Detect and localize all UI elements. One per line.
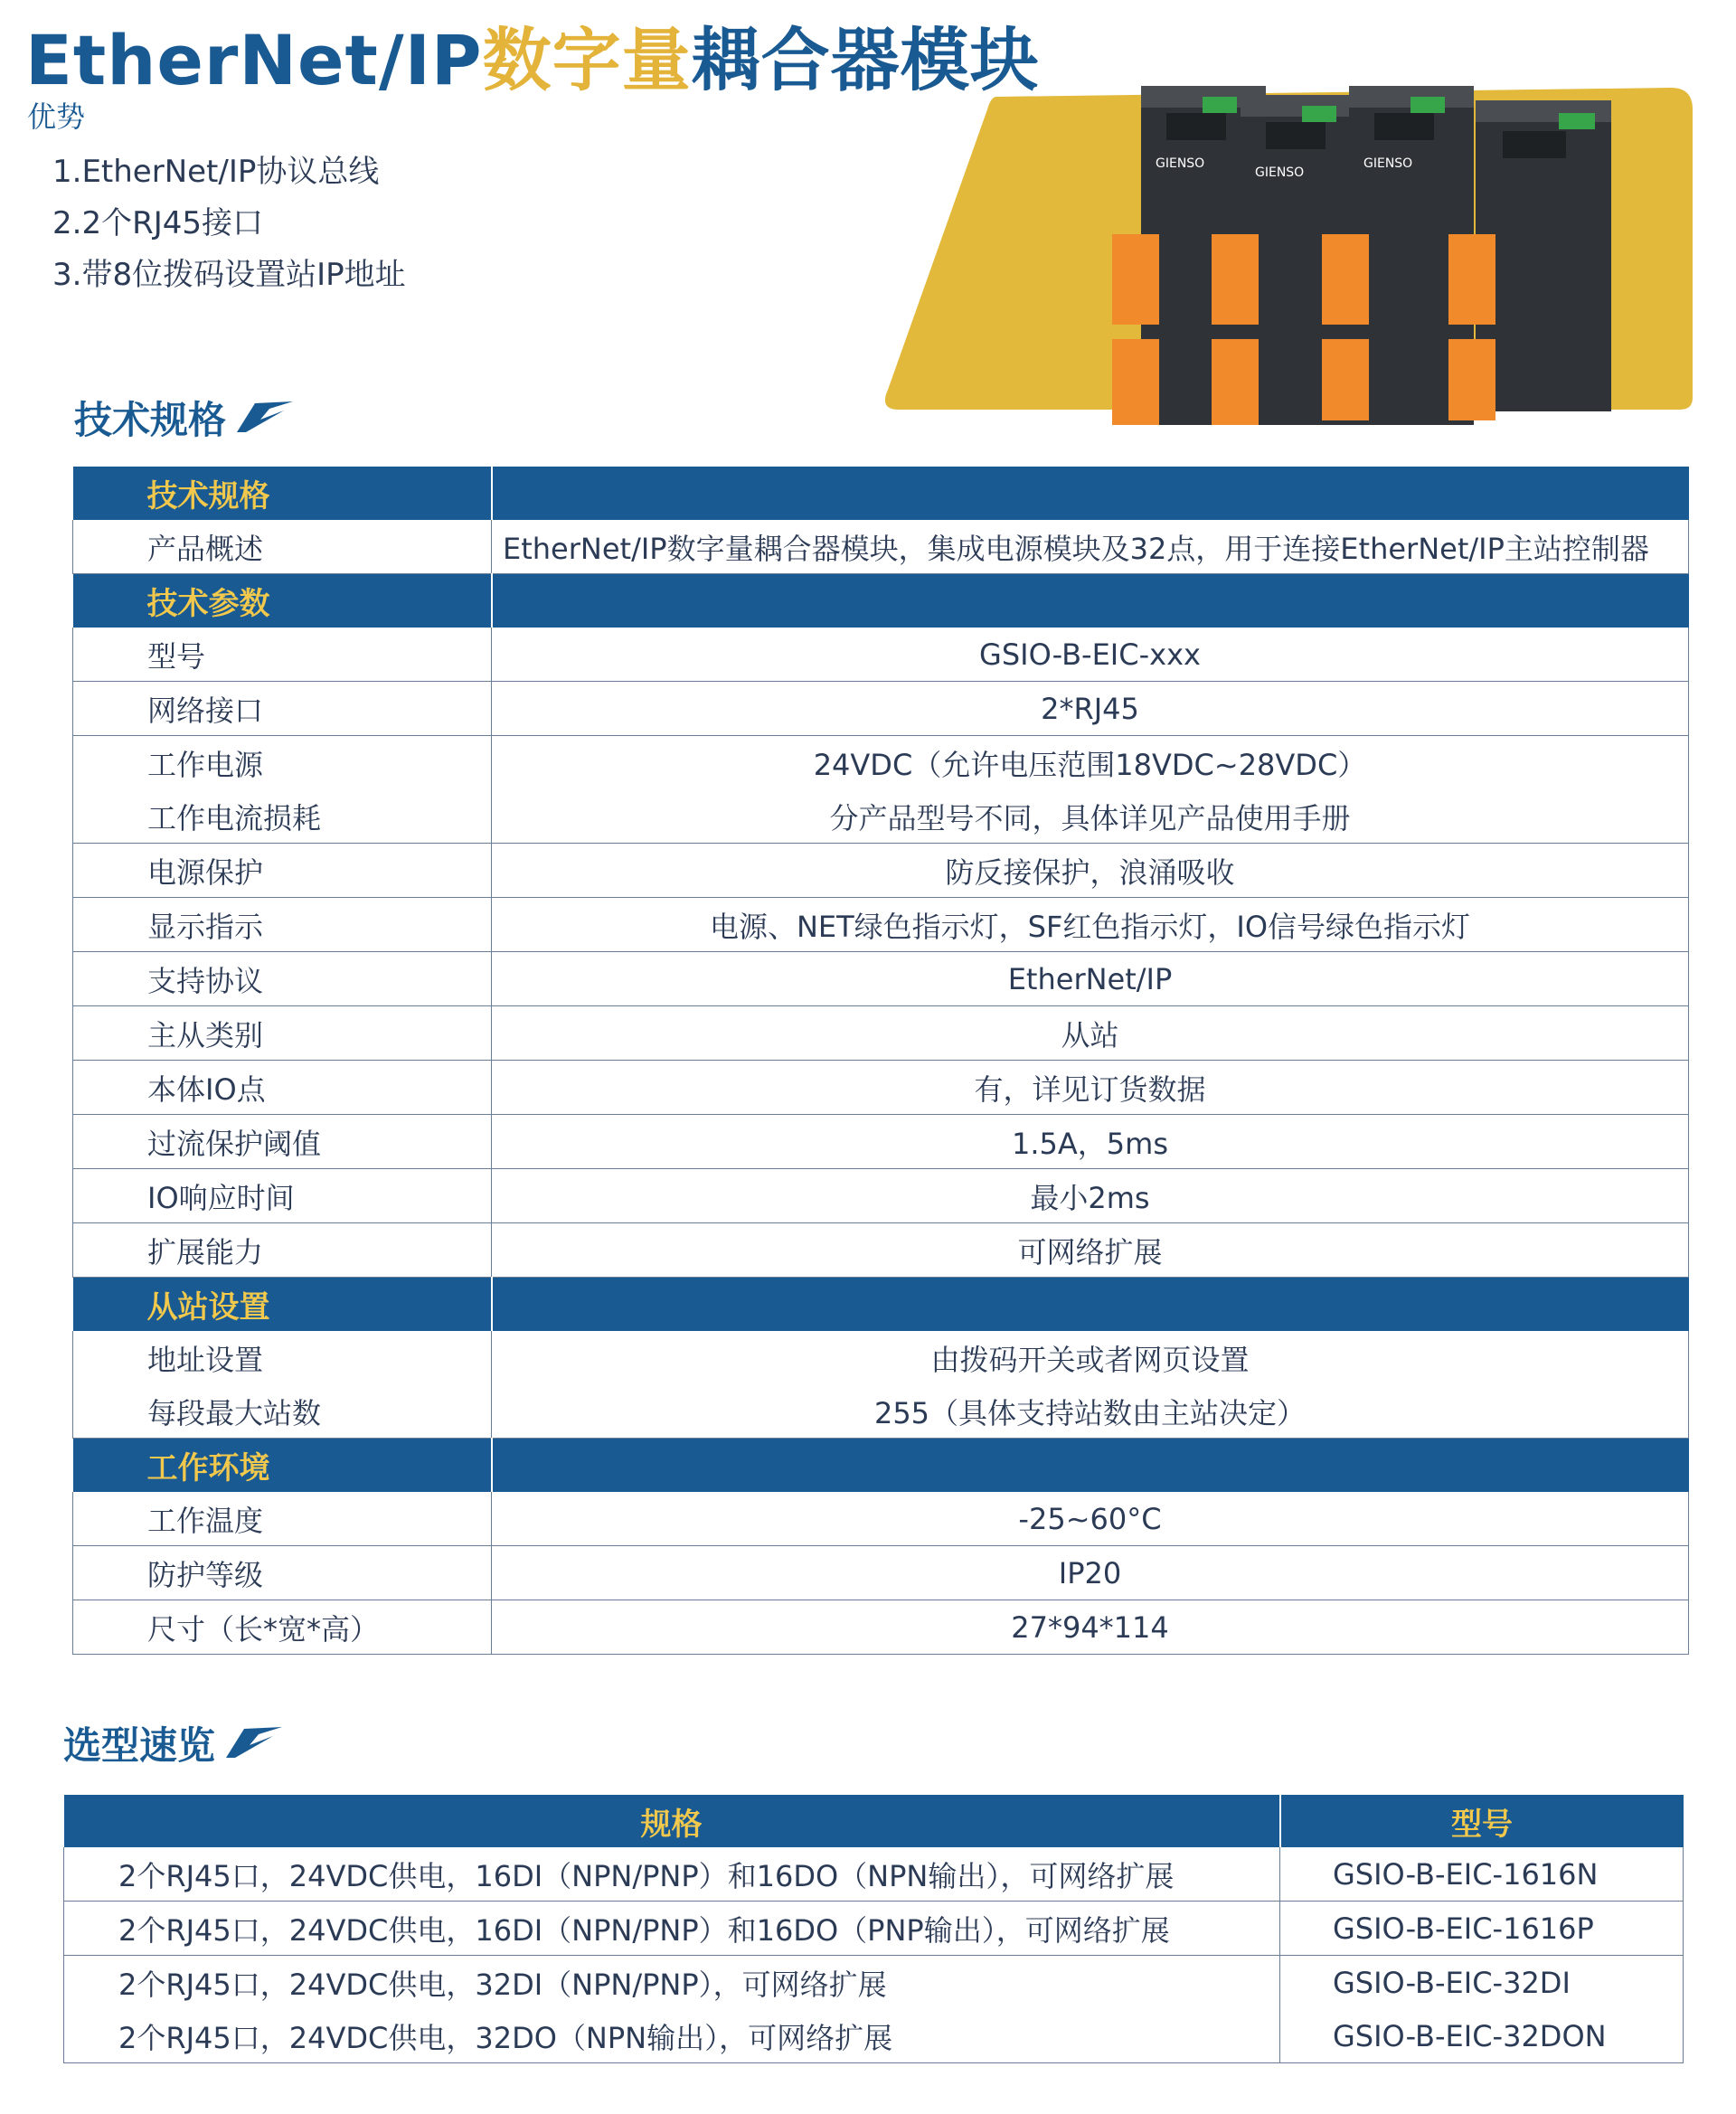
- arrow-icon: [233, 400, 297, 436]
- table-row: [73, 1331, 1689, 1384]
- table-row: [73, 1546, 1689, 1600]
- selection-model: GSIO-B-EIC-1616P: [1280, 1902, 1684, 1956]
- selection-heading: [63, 1716, 286, 1770]
- spec-table: [72, 467, 1689, 1655]
- table-header-row: [64, 1795, 1684, 1847]
- section-label: 技术参数: [73, 574, 492, 628]
- spec-label: 扩展能力: [73, 1223, 492, 1278]
- table-row: [73, 1061, 1689, 1115]
- advantages-list: [52, 146, 406, 301]
- selection-spec: 2个RJ45口，24VDC供电，16DI（NPN/PNP）和16DO（NPN输出），可网络扩展: [64, 1847, 1280, 1902]
- spec-label: 工作温度: [73, 1492, 492, 1546]
- spec-value: 最小2ms: [492, 1169, 1689, 1223]
- advantage-item: 3.带8位拨码设置站IP地址: [52, 257, 406, 293]
- column-header-spec: 规格: [64, 1795, 1280, 1847]
- spec-label: 工作电流损耗: [73, 789, 492, 844]
- table-row: [73, 1492, 1689, 1546]
- spec-value: 255（具体支持站数由主站决定）: [492, 1384, 1689, 1439]
- title-highlight: 数字量: [482, 20, 692, 100]
- spec-label: 支持协议: [73, 952, 492, 1006]
- spec-label: 电源保护: [73, 844, 492, 898]
- table-row: [73, 898, 1689, 952]
- title-product: 耦合器模块: [691, 20, 1040, 100]
- spec-label: 网络接口: [73, 682, 492, 736]
- table-row: [73, 1384, 1689, 1439]
- advantage-item: 1.EtherNet/IP协议总线: [52, 154, 380, 190]
- spec-value: EtherNet/IP: [492, 952, 1689, 1006]
- table-row: [73, 520, 1689, 574]
- spec-value: 可网络扩展: [492, 1223, 1689, 1278]
- spec-value: EtherNet/IP数字量耦合器模块，集成电源模块及32点，用于连接EtherNet/IP主站控制器: [492, 520, 1689, 574]
- table-row: [73, 1115, 1689, 1169]
- spec-heading-text: 技术规格: [74, 398, 227, 442]
- spec-value: 从站: [492, 1006, 1689, 1061]
- selection-heading-text: 选型速览: [63, 1723, 216, 1768]
- table-row: [73, 682, 1689, 736]
- spec-value: 电源、NET绿色指示灯，SF红色指示灯，IO信号绿色指示灯: [492, 898, 1689, 952]
- spec-heading: [74, 391, 297, 445]
- table-row: [73, 1169, 1689, 1223]
- spec-label: 每段最大站数: [73, 1384, 492, 1439]
- spec-value: 防反接保护，浪涌吸收: [492, 844, 1689, 898]
- table-row: [64, 1956, 1684, 2010]
- table-row: [73, 952, 1689, 1006]
- table-row: [64, 1902, 1684, 1956]
- spec-value: GSIO-B-EIC-xxx: [492, 628, 1689, 682]
- arrow-icon: [222, 1725, 286, 1761]
- spec-value: 由拨码开关或者网页设置: [492, 1331, 1689, 1384]
- spec-label: 地址设置: [73, 1331, 492, 1384]
- advantages-label: 优势: [27, 99, 86, 134]
- table-row: [73, 628, 1689, 682]
- spec-value: IP20: [492, 1546, 1689, 1600]
- section-label: 技术规格: [73, 467, 492, 520]
- title-protocol: EtherNet/IP: [25, 20, 483, 100]
- selection-spec: 2个RJ45口，24VDC供电，32DI（NPN/PNP），可网络扩展: [64, 1956, 1280, 2010]
- section-label: 从站设置: [73, 1278, 492, 1332]
- table-row: [73, 844, 1689, 898]
- section-label: 工作环境: [73, 1439, 492, 1493]
- table-section-row: [73, 574, 1689, 628]
- selection-table: [63, 1795, 1684, 2063]
- spec-label: IO响应时间: [73, 1169, 492, 1223]
- selection-spec: 2个RJ45口，24VDC供电，16DI（NPN/PNP）和16DO（PNP输出），可网络扩展: [64, 1902, 1280, 1956]
- table-row: [73, 1006, 1689, 1061]
- spec-value: 分产品型号不同，具体详见产品使用手册: [492, 789, 1689, 844]
- spec-label: 尺寸（长*宽*高）: [73, 1600, 492, 1655]
- selection-model: GSIO-B-EIC-1616N: [1280, 1847, 1684, 1902]
- table-section-row: [73, 1278, 1689, 1332]
- spec-value: 有，详见订货数据: [492, 1061, 1689, 1115]
- table-section-row: [73, 1439, 1689, 1493]
- spec-label: 过流保护阈值: [73, 1115, 492, 1169]
- table-row: [73, 1223, 1689, 1278]
- spec-label: 防护等级: [73, 1546, 492, 1600]
- spec-label: 本体IO点: [73, 1061, 492, 1115]
- table-row: [64, 2009, 1684, 2063]
- spec-value: 24VDC（允许电压范围18VDC~28VDC）: [492, 736, 1689, 790]
- table-section-row: [73, 467, 1689, 520]
- spec-value: 27*94*114: [492, 1600, 1689, 1655]
- spec-value: 2*RJ45: [492, 682, 1689, 736]
- selection-model: GSIO-B-EIC-32DON: [1280, 2009, 1684, 2063]
- advantage-item: 2.2个RJ45接口: [52, 205, 263, 241]
- spec-label: 显示指示: [73, 898, 492, 952]
- svg-text:GIENSO: GIENSO: [1156, 156, 1205, 171]
- spec-label: 型号: [73, 628, 492, 682]
- spec-value: 1.5A，5ms: [492, 1115, 1689, 1169]
- table-row: [73, 789, 1689, 844]
- svg-text:GIENSO: GIENSO: [1363, 156, 1413, 171]
- svg-text:GIENSO: GIENSO: [1255, 165, 1305, 180]
- spec-value: -25~60°C: [492, 1492, 1689, 1546]
- spec-label: 产品概述: [73, 520, 492, 574]
- selection-spec: 2个RJ45口，24VDC供电，32DO（NPN输出），可网络扩展: [64, 2009, 1280, 2063]
- column-header-model: 型号: [1280, 1795, 1684, 1847]
- table-row: [73, 1600, 1689, 1655]
- spec-label: 主从类别: [73, 1006, 492, 1061]
- product-image: [879, 77, 1693, 425]
- table-row: [64, 1847, 1684, 1902]
- selection-model: GSIO-B-EIC-32DI: [1280, 1956, 1684, 2010]
- spec-label: 工作电源: [73, 736, 492, 790]
- table-row: [73, 736, 1689, 790]
